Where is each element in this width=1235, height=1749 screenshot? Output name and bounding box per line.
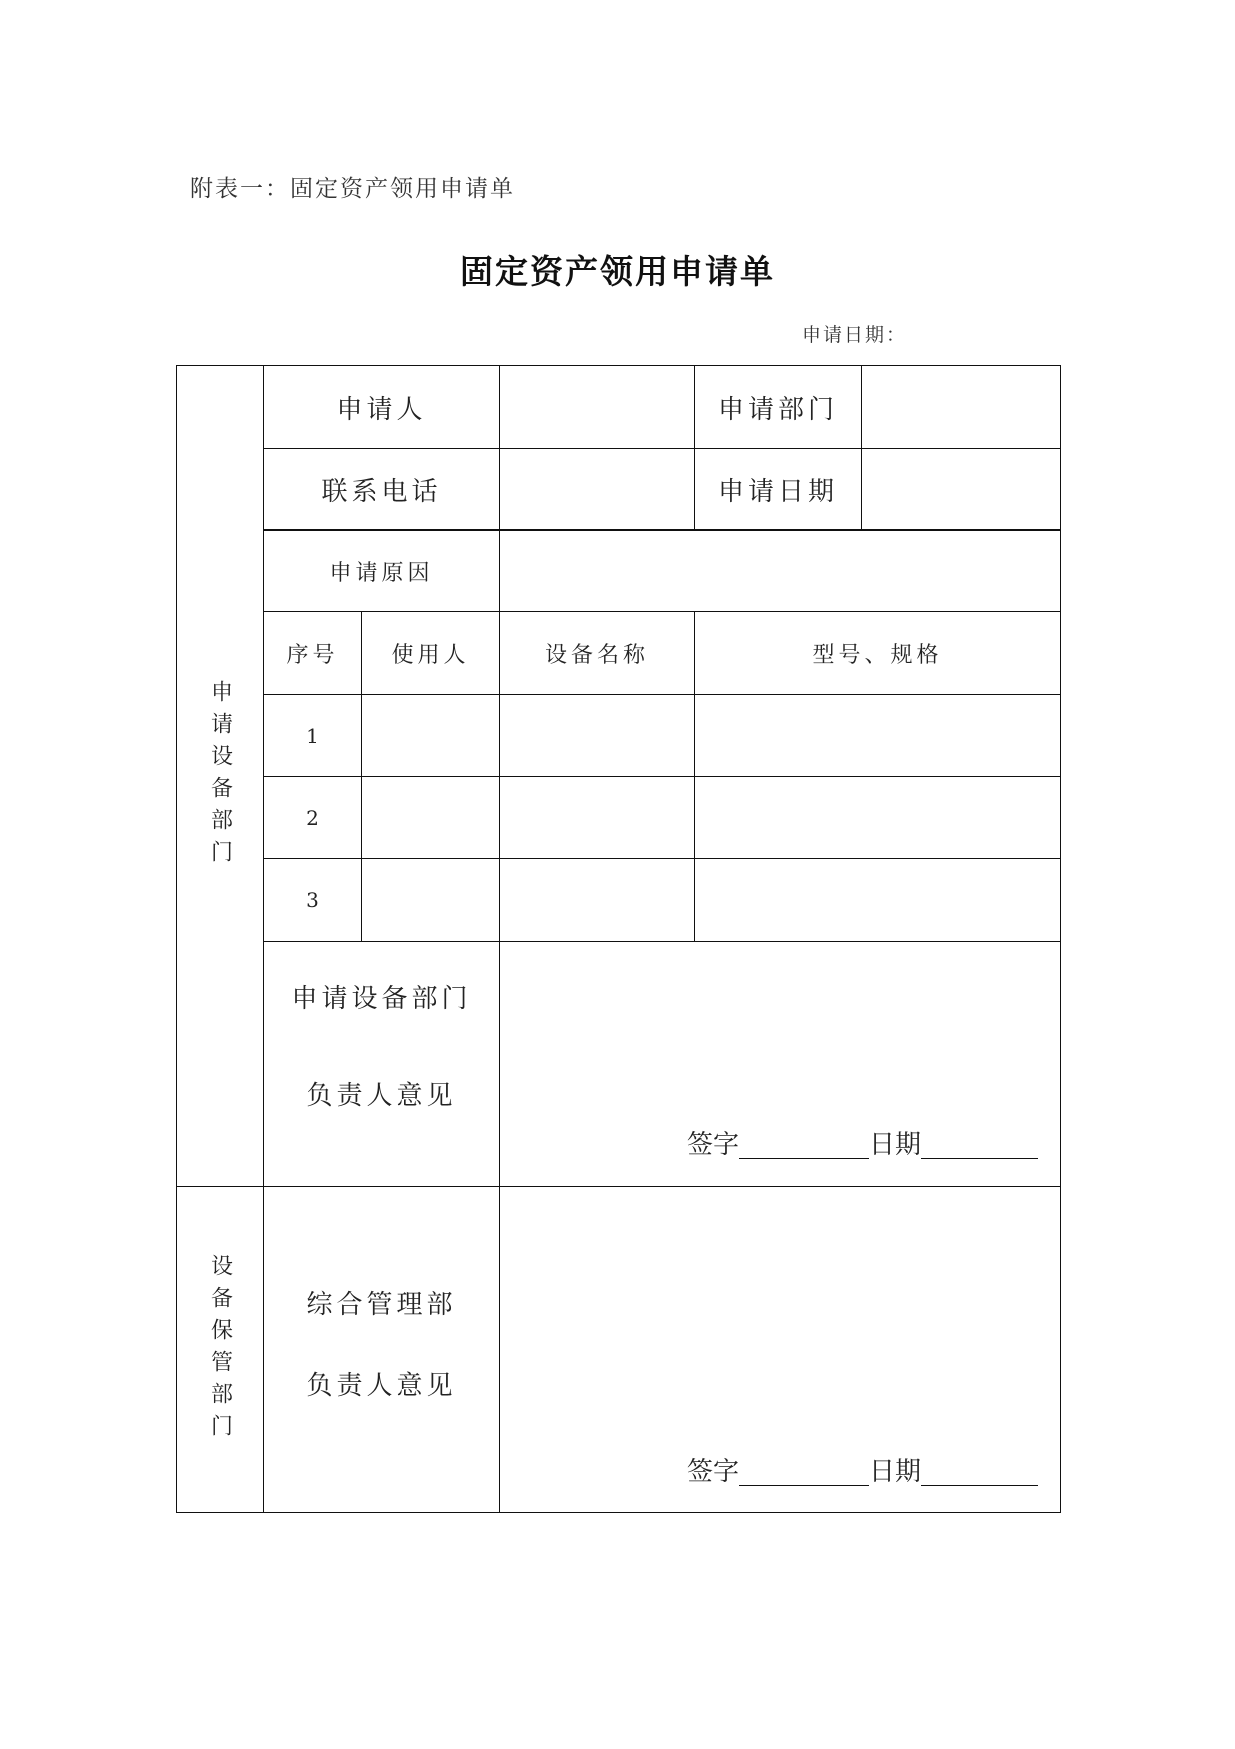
header-device-name: 设备名称 [544,642,649,668]
phone-field[interactable] [500,449,694,529]
admin-opinion-line1: 综合管理部 [306,1289,457,1320]
row-device-field[interactable] [500,859,694,941]
apply-date-label: 申请日期 [717,476,838,507]
dept-opinion-line1: 申请设备部门 [291,983,472,1014]
signature-label: 签字 [687,1457,740,1487]
row-device-field[interactable] [500,695,694,776]
department-label: 申请部门 [717,394,838,425]
row-user-field[interactable] [362,695,499,776]
reason-label: 申请原因 [329,560,434,586]
signature-label: 签字 [687,1130,740,1160]
header-user: 使用人 [391,642,470,668]
signature-blank[interactable] [739,1132,869,1159]
row-device-field[interactable] [500,777,694,858]
page-title: 固定资产领用申请单 [460,252,775,291]
section1-vertical-label: 申请设备部门 [207,680,233,872]
department-field[interactable] [862,366,1060,448]
apply-date-field[interactable] [862,449,1060,529]
admin-signature-line [687,1451,1038,1488]
appendix-label: 附表一：固定资产领用申请单 [190,176,515,202]
row-model-field[interactable] [695,777,1060,858]
applicant-field[interactable] [500,366,694,448]
row-number: 1 [306,723,319,748]
application-form-table [176,365,1061,1513]
row-model-field[interactable] [695,695,1060,776]
row-user-field[interactable] [362,859,499,941]
application-date-label: 申请日期： [802,324,908,346]
dept-opinion-field[interactable] [500,942,1060,1092]
sign-date-blank[interactable] [921,1132,1038,1159]
admin-opinion-field[interactable] [500,1187,1060,1427]
reason-field[interactable] [500,531,1060,611]
signature-blank[interactable] [739,1459,869,1486]
row-model-field[interactable] [695,859,1060,941]
dept-signature-line [687,1124,1038,1161]
header-model-spec: 型号、规格 [812,642,943,668]
sign-date-label: 日期 [869,1457,922,1487]
row-user-field[interactable] [362,777,499,858]
sign-date-label: 日期 [869,1130,922,1160]
row-number: 3 [306,888,319,912]
row-number: 2 [306,805,319,830]
header-no: 序号 [286,642,339,668]
section2-vertical-label: 设备保管部门 [207,1253,233,1446]
admin-opinion-line2: 负责人意见 [306,1370,457,1401]
sign-date-blank[interactable] [921,1459,1038,1486]
applicant-label: 申请人 [336,394,427,425]
dept-opinion-line2: 负责人意见 [306,1080,457,1111]
phone-label: 联系电话 [321,476,442,507]
